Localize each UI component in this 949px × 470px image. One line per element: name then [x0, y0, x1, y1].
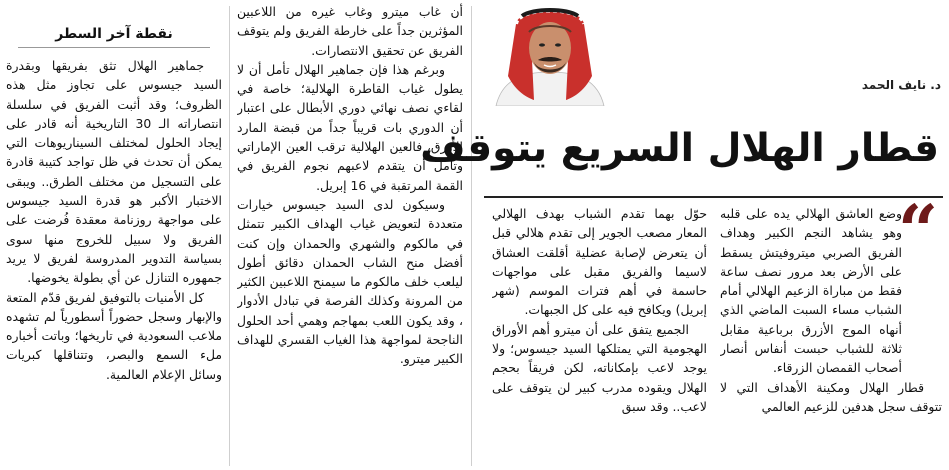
- headline-rule: [484, 196, 943, 198]
- paragraph: جماهير الهلال تثق بفريقها وبقدرة السيد جيسوس على تجاوز مثل هذه الظروف؛ وقد أثبت الفريق في سلسلة انتصاراته الـ 30 التاريخية أنه قادر على إيجاد الحلول لمختلف السيناريوهات التي يمكن أن تحدث في ظل تواجد كتيبة قادرة على التسجيل من مختلف الطرق.. ويبقى الاختبار الأكبر هو قدرة السيد جيسوس على مواجهة روزنامة معقدة فُرضت على الفريق ولا سبيل للخروج منها سوى بسياسة التدوير المدروسة لفريق لا يريد جمهوره التنازل عن أي بطولة يخوضها.: [6, 58, 222, 286]
- author-portrait: [488, 2, 612, 106]
- paragraph: وسيكون لدى السيد جيسوس خيارات متعددة لتعويض غياب الهداف الكبير تتمثل في مالكوم والشهري والحمدان وإن كنت أفضل منح الشاب الحمدان دقائق أطول ليلعب خلف مالكوم ما سيمنح اللاعبين الكثير من المرونة وكذلك الفرصة في تبادل الأدوار ، وقد يكون اللعب بمهاجم وهمي أحد الحلول الناجحة لمواجهة هذا الغياب القسري للهداف الكبير ميترو.: [237, 196, 463, 367]
- paragraph: وضع العاشق الهلالي يده على قلبه وهو يشاهد النجم الكبير وهداف الفريق الصربي ميتروفيتش يسقط على الأرض بعد مرور نصف ساعة فقط من مباراة الزعيم الهلالي أمام الشباب مساء السبت الماضي الذي أنهاه الموج الأزرق برباعية مقابل ثلاثة للشباب حبست أنفاس أنصار أصحاب القمصان الزرقاء.: [720, 206, 902, 376]
- sidebar-title-rule: [18, 47, 210, 48]
- sidebar-title: نقطة آخر السطر: [55, 26, 173, 42]
- sidebar-column: [6, 56, 222, 466]
- column-separator: [229, 6, 230, 466]
- paragraph: كل الأمنيات بالتوفيق لفريق قدّم المتعة والإبهار وسجل حضوراً أسطورياً لم تشهده ملاعب السعودية في تاريخها؛ وباتت أخباره ملء السمع والبصر، وتتناقلها كبريات وسائل الإعلام العالمية.: [6, 289, 222, 382]
- headline-block: [420, 120, 943, 190]
- paragraph: وبرغم هذا فإن جماهير الهلال تأمل أن لا يطول غياب القاطرة الهلالية؛ خاصة في لقاءي نصف نهائي دوري الأبطال على اعتبار أن الدوري بات قريباً جداً من قبضة المارد الأزرق، فالعين الهلالية ترقب العين الإماراتي وتأمل أن يتقدم لاعبهم نجوم الفريق في القمة المرتقبة في 16 إبريل.: [237, 61, 463, 193]
- paragraph: قطار الهلال ومكينة الأهداف التي لا تتوقف سجل هدفين للزعيم العالمي: [720, 379, 942, 414]
- article-column-3: [237, 2, 463, 468]
- paragraph: أن غاب ميترو وغاب غيره من اللاعبين المؤثرين جداً على خارطة الفريق ولم يتوقف الفريق عن تحقيق الانتصارات.: [237, 4, 463, 58]
- paragraph: الجميع يتفق على أن ميترو أهم الأوراق الهجومية التي يمتلكها السيد جيسوس؛ ولا يوجد لاعب بإمكاناته، لكن فريقاً بحجم الهلال ويقوده مدرب كبير لن يتوقف على لاعب.. وقد سبق: [492, 321, 707, 414]
- article-column-1: [720, 204, 942, 466]
- quote-mark-icon: “: [897, 189, 939, 272]
- headline: قطار الهلال السريع يتوقف: [420, 126, 939, 171]
- article-column-2: [492, 204, 707, 466]
- author-byline: د. نايف الحمد: [861, 78, 941, 92]
- paragraph: حوّل بهما تقدم الشباب بهدف الهلالي المعار مصعب الجوير إلى تقدم هلالي قبل أن يتعرض لإصابة عضلية أقلقت العشاق لاسيما والفريق مقبل على مواجهات حاسمة في أهم فترات الموسم (شهر إبريل) ويكافح فيه على كل الجبهات.: [492, 206, 707, 318]
- column-separator: [471, 6, 472, 466]
